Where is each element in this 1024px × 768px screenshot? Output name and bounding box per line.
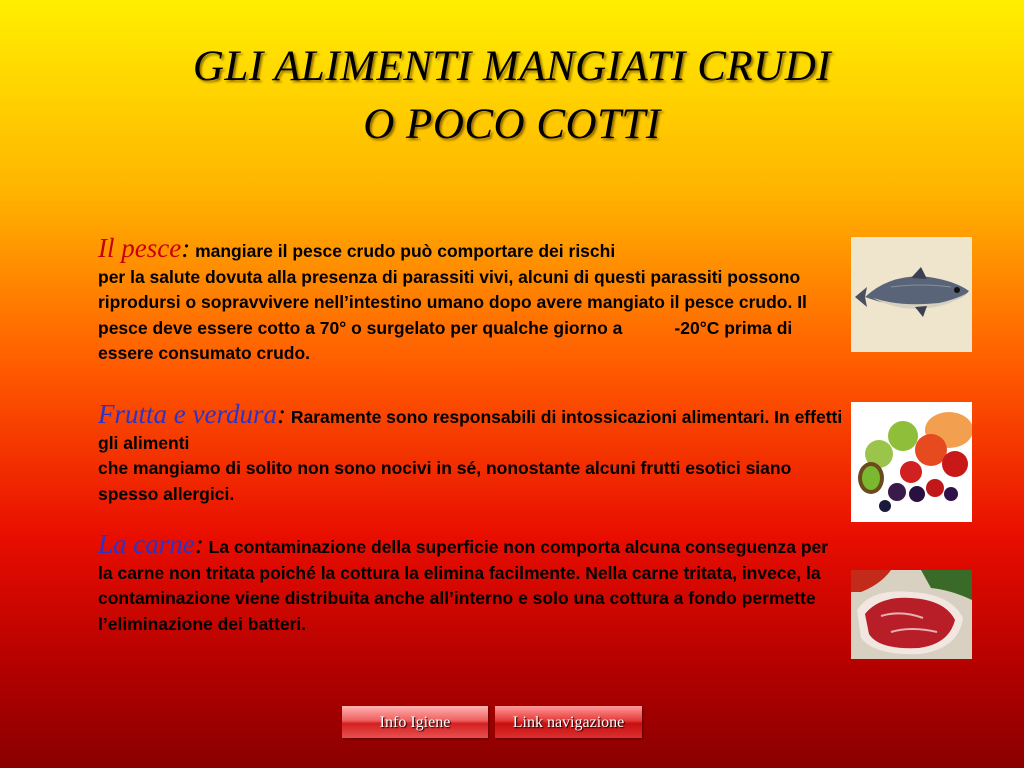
heading-colon: :: [276, 399, 286, 429]
section-text-frutta-b: che mangiamo di solito non sono nocivi in sé, nonostante alcuni frutti esotici siano spesso allergici.: [98, 458, 792, 504]
section-frutta: [98, 399, 843, 507]
heading-colon: :: [194, 529, 204, 559]
info-igiene-button[interactable]: Info Igiene: [342, 706, 488, 738]
slide-title-line1: GLI ALIMENTI MANGIATI CRUDI: [192, 43, 832, 90]
slide-title: [0, 38, 1024, 154]
link-navigazione-button[interactable]: Link navigazione: [495, 706, 642, 738]
section-heading-frutta: Frutta e verdura: [98, 399, 277, 429]
section-heading-carne: La carne: [98, 529, 195, 559]
meat-photo: [851, 570, 972, 659]
section-heading-pesce: Il pesce: [98, 233, 182, 263]
section-text-carne-a: La contaminazione della superficie non comporta alcuna conseguenza per la carne non tritata poiché la cottura la elimina facilmente. Nella carne tritata, invece, la contaminazione viene distribuita anche all’interno e solo una cottura a fondo permette l’eliminazione dei batteri.: [98, 537, 829, 634]
slide-title-line2: O POCO COTTI: [363, 101, 661, 148]
section-pesce: [98, 233, 843, 367]
heading-colon: :: [181, 233, 191, 263]
section-text-pesce-b: per la salute dovuta alla presenza di parassiti vivi, alcuni di questi parassiti possono riprodursi o sopravvivere nell’intestino umano dopo avere mangiato il pesce crudo. Il pesce deve essere cotto a 70° o surgelato per qualche giorno a: [98, 266, 807, 338]
section-text-frutta-a: Raramente sono responsabili di intossicazioni alimentari. In effetti gli alimenti: [98, 407, 843, 453]
section-carne: [98, 529, 843, 637]
section-text-pesce-a: mangiare il pesce crudo può comportare dei rischi: [195, 241, 616, 261]
fish-photo: [851, 237, 972, 352]
fruit-photo: [851, 402, 972, 522]
section-text-pesce-c: -20°C prima di essere consumato crudo.: [98, 317, 793, 363]
